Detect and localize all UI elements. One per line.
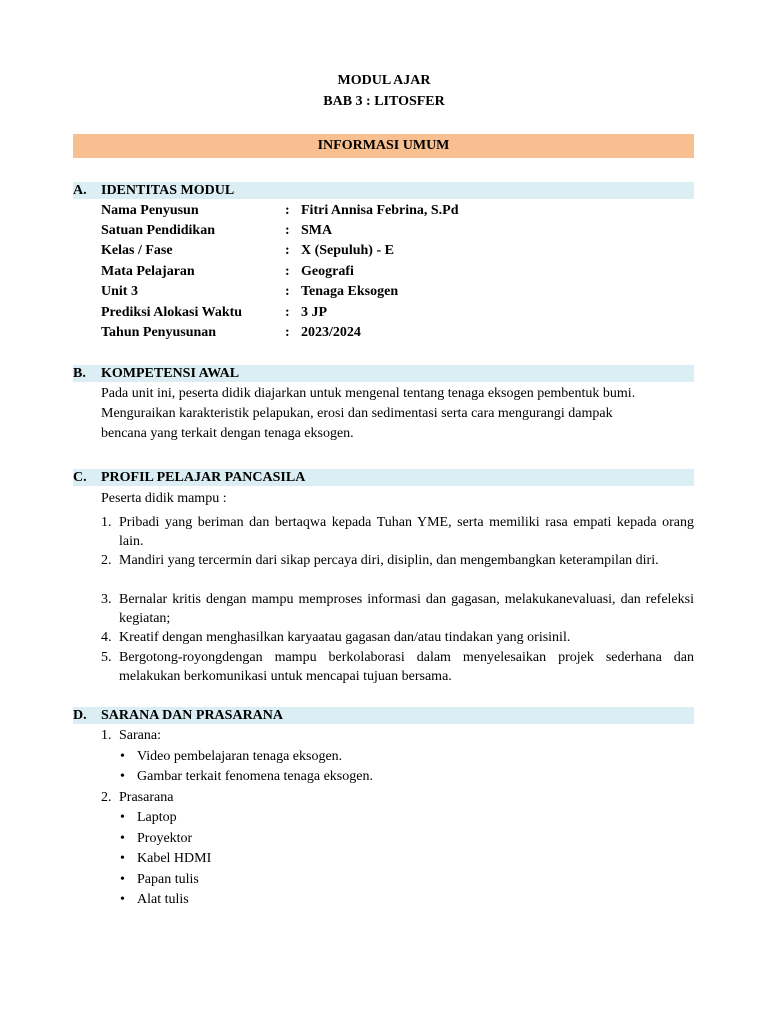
identity-row-class bbox=[101, 241, 694, 261]
identity-colon: : bbox=[285, 325, 290, 340]
profile-item-number: 5. bbox=[101, 650, 112, 665]
infrastructure-item-text: Kabel HDMI bbox=[137, 851, 212, 866]
bullet-icon: • bbox=[120, 769, 125, 784]
identity-value: 2023/2024 bbox=[301, 325, 361, 340]
identity-value: SMA bbox=[301, 223, 333, 238]
identity-row-subject bbox=[101, 262, 694, 282]
facility-group-label: Sarana: bbox=[119, 728, 161, 743]
section-c-title: PROFIL PELAJAR PANCASILA bbox=[101, 470, 306, 485]
bullet-icon: • bbox=[120, 892, 125, 907]
infrastructure-group-label: Prasarana bbox=[119, 790, 174, 805]
identity-row-author bbox=[101, 201, 694, 221]
identity-label: Mata Pelajaran bbox=[101, 264, 195, 279]
identity-value: Geografi bbox=[301, 264, 354, 279]
infrastructure-item-text: Laptop bbox=[137, 810, 177, 825]
section-a-letter: A. bbox=[73, 183, 87, 198]
section-d-letter: D. bbox=[73, 708, 87, 723]
bullet-icon: • bbox=[120, 872, 125, 887]
identity-value: Tenaga Eksogen bbox=[301, 284, 399, 299]
profile-item-text: Pribadi yang beriman dan bertaqwa kepada Tuhan YME, serta memiliki rasa empati kepada orang lain. bbox=[119, 515, 694, 549]
section-a-title: IDENTITAS MODUL bbox=[101, 183, 235, 198]
bullet-icon: • bbox=[120, 851, 125, 866]
profile-item-text: Bernalar kritis dengan mampu memproses informasi dan gagasan, melakukanevaluasi, dan refeleksi kegiatan; bbox=[119, 592, 694, 626]
section-d-title: SARANA DAN PRASARANA bbox=[101, 708, 284, 723]
document-subtitle: BAB 3 : LITOSFER bbox=[323, 94, 445, 109]
bullet-icon: • bbox=[120, 749, 125, 764]
bullet-icon: • bbox=[120, 831, 125, 846]
identity-colon: : bbox=[285, 284, 290, 299]
bullet-icon: • bbox=[120, 810, 125, 825]
identity-colon: : bbox=[285, 223, 290, 238]
infrastructure-group-number: 2. bbox=[101, 790, 112, 805]
profile-item-text: Bergotong-royongdengan mampu berkolaborasi dalam menyelesaikan projek sederhana dan melakukan berkomunikasi untuk mencapai tujuan bersama. bbox=[119, 650, 694, 684]
profile-item-number: 2. bbox=[101, 553, 112, 568]
identity-label: Kelas / Fase bbox=[101, 243, 173, 258]
infrastructure-item-text: Papan tulis bbox=[137, 872, 199, 887]
identity-label: Unit 3 bbox=[101, 284, 138, 299]
identity-label: Prediksi Alokasi Waktu bbox=[101, 305, 243, 320]
competency-line: bencana yang terkait dengan tenaga eksogen. bbox=[101, 426, 354, 441]
profile-item-text: Mandiri yang tercermin dari sikap percaya diri, disiplin, dan mengembangkan keterampilan diri. bbox=[119, 553, 659, 568]
section-b-title: KOMPETENSI AWAL bbox=[101, 366, 240, 381]
identity-value: X (Sepuluh) - E bbox=[301, 243, 394, 258]
facility-item-text: Video pembelajaran tenaga eksogen. bbox=[137, 749, 343, 764]
profile-item-number: 4. bbox=[101, 630, 112, 645]
identity-row-time bbox=[101, 303, 694, 323]
identity-row-year bbox=[101, 323, 694, 343]
identity-label: Nama Penyusun bbox=[101, 203, 199, 218]
facility-item-text: Gambar terkait fenomena tenaga eksogen. bbox=[137, 769, 373, 784]
competency-line: Pada unit ini, peserta didik diajarkan untuk mengenal tentang tenaga eksogen pembentuk bumi. bbox=[101, 386, 636, 401]
document-title: MODUL AJAR bbox=[337, 73, 431, 88]
infrastructure-item-text: Alat tulis bbox=[137, 892, 189, 907]
competency-line: Menguraikan karakteristik pelapukan, erosi dan sedimentasi serta cara mengurangi dampak bbox=[101, 406, 613, 421]
info-banner: INFORMASI UMUM bbox=[73, 134, 694, 158]
identity-label: Tahun Penyusunan bbox=[101, 325, 217, 340]
identity-row-unit bbox=[101, 282, 694, 302]
section-c-letter: C. bbox=[73, 470, 87, 485]
facility-group-number: 1. bbox=[101, 728, 112, 743]
identity-colon: : bbox=[285, 243, 290, 258]
identity-colon: : bbox=[285, 264, 290, 279]
profile-intro: Peserta didik mampu : bbox=[101, 491, 227, 506]
infrastructure-item-text: Proyektor bbox=[137, 831, 193, 846]
identity-row-school bbox=[101, 221, 694, 241]
profile-item-number: 1. bbox=[101, 515, 112, 530]
identity-value: 3 JP bbox=[301, 305, 328, 320]
identity-value: Fitri Annisa Febrina, S.Pd bbox=[301, 203, 459, 218]
profile-item-text: Kreatif dengan menghasilkan karyaatau gagasan dan/atau tindakan yang orisinil. bbox=[119, 630, 571, 645]
identity-colon: : bbox=[285, 203, 290, 218]
section-b-letter: B. bbox=[73, 366, 86, 381]
identity-label: Satuan Pendidikan bbox=[101, 223, 215, 238]
profile-item-number: 3. bbox=[101, 592, 112, 607]
identity-colon: : bbox=[285, 305, 290, 320]
